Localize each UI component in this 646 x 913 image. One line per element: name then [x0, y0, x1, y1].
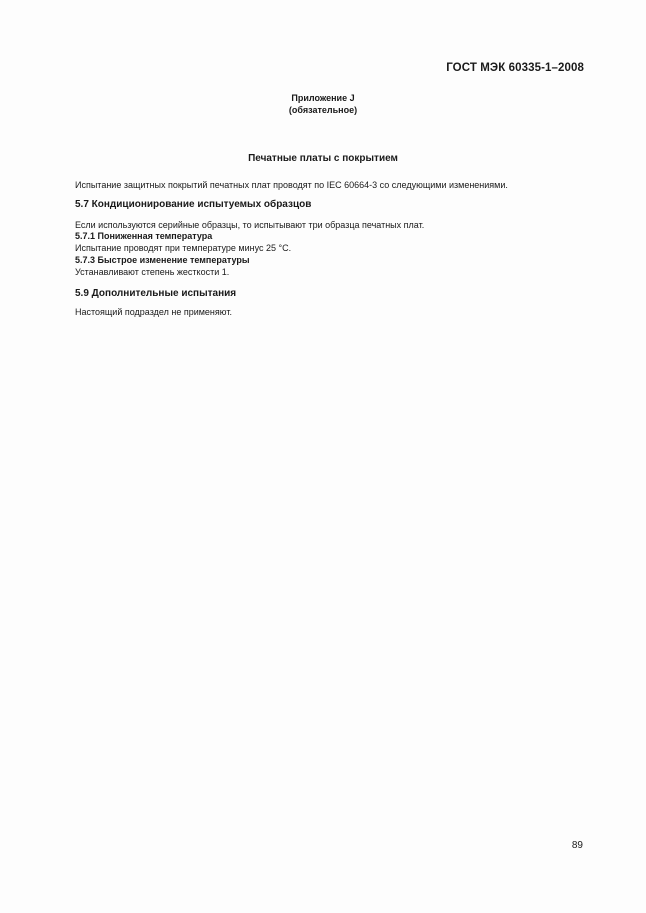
- page-title: Печатные платы с покрытием: [248, 153, 398, 164]
- section-5-7-text: Если используются серийные образцы, то испытывают три образца печатных плат.: [75, 220, 425, 230]
- section-5-9-text: Настоящий подраздел не применяют.: [75, 307, 232, 317]
- section-5-7-1-text: Испытание проводят при температуре минус 25 °С.: [75, 243, 292, 253]
- section-5-7-3-heading: 5.7.3 Быстрое изменение температуры: [75, 255, 250, 265]
- standard-designation: ГОСТ МЭК 60335-1–2008: [446, 62, 584, 74]
- page-number: 89: [571, 840, 583, 851]
- appendix-status: (обязательное): [288, 105, 358, 115]
- section-5-7-heading: 5.7 Кондиционирование испытуемых образцов: [75, 199, 312, 210]
- section-5-7-3-text: Устанавливают степень жесткости 1.: [75, 267, 230, 277]
- section-5-9-heading: 5.9 Дополнительные испытания: [75, 288, 237, 299]
- section-5-7-1-heading: 5.7.1 Пониженная температура: [75, 231, 213, 241]
- appendix-title: Приложение J: [291, 93, 355, 103]
- intro-paragraph: Испытание защитных покрытий печатных плат проводят по IEC 60664-3 со следующими изменениями.: [75, 180, 508, 190]
